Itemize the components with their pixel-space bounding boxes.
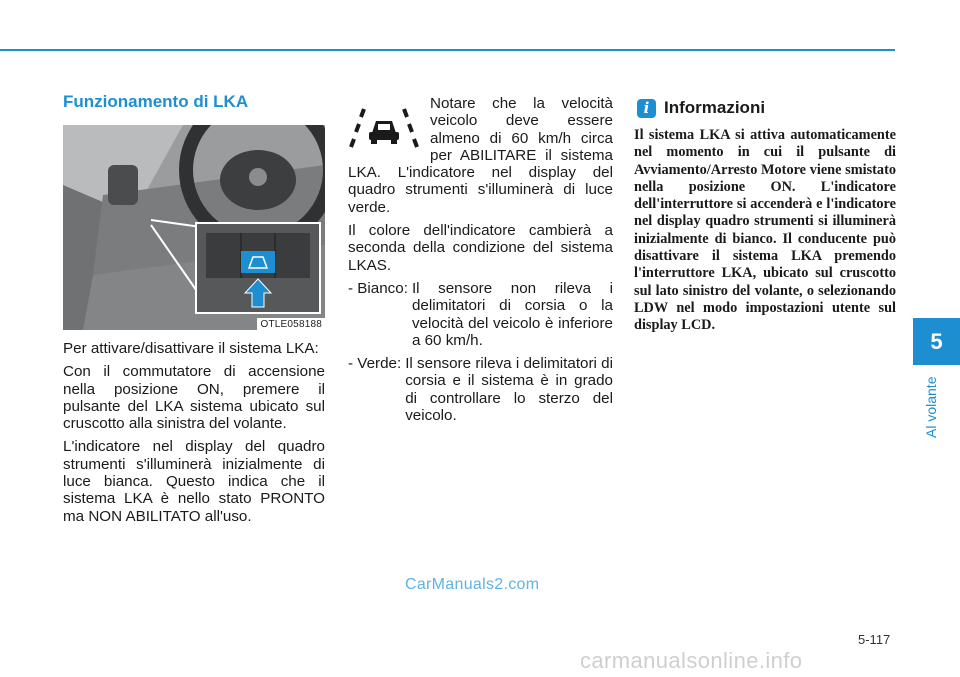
- watermark-top: CarManuals2.com: [405, 576, 540, 593]
- header-rule: [0, 49, 895, 51]
- list-item-label: - Verde:: [348, 355, 402, 373]
- page-number: 5-117: [858, 632, 891, 647]
- list-item-text: Il sensore non rileva i delimitatori di corsia o la velocità del veicolo è inferiore a 60 km/h.: [411, 279, 613, 349]
- paragraph: L'indicatore nel display del quadro strumenti s'illuminerà inizialmente di luce bianca. Questo indica che il sistema LKA è nello stato PRONTO ma NON ABILITATO all'uso.: [63, 438, 325, 525]
- paragraph: Con il commutatore di accensione nella posizione ON, premere il pulsante del LKA sistema ubicato sul cruscotto alla sinistra del volante.: [63, 363, 325, 433]
- column-2: [348, 95, 613, 430]
- paragraph: Notare che la velocità veicolo deve essere almeno di 60 km/h circa per ABILITARE il sistema LKA. L'indicatore nel display del quadro strumenti s'illuminerà di luce verde.: [348, 95, 613, 216]
- chapter-title: Al volante: [923, 376, 939, 438]
- list-item: [348, 355, 613, 424]
- info-icon: i: [637, 99, 656, 118]
- list-item: [348, 280, 613, 349]
- lka-indicator-icon: [348, 97, 420, 153]
- info-header: [637, 98, 765, 118]
- list-item-label: - Bianco:: [348, 279, 408, 297]
- paragraph: Per attivare/disattivare il sistema LKA:: [63, 340, 319, 357]
- info-body: Il sistema LKA si attiva automaticamente nel momento in cui il pulsante di Avviamento/Arresto Motore viene smistato nella posizione ON. L'indicatore dell'interruttore si accenderà e l'indicatore nel display quadro strumenti si illuminerà inizialmente di bianco. Il conducente può disattivare il sistema LKA premendo l'interruttore LKA, ubicato sul cruscotto sul lato sinistro del volante, o selezionando LDW nel modo impostazioni utente sul display LCD.: [634, 127, 896, 334]
- column-1: [63, 340, 325, 531]
- list-item-text: Il sensore rileva i delimitatori di corsia e il sistema è in grado di controllare lo sterzo del veicolo.: [405, 355, 613, 425]
- info-title: Informazioni: [664, 98, 766, 117]
- lka-switch-photo: [63, 125, 325, 330]
- watermark-bottom: carmanualsonline.info: [580, 648, 803, 673]
- chapter-number-tab: 5: [913, 318, 960, 365]
- section-title: Funzionamento di LKA: [63, 92, 249, 111]
- figure-code: OTLE058188: [257, 318, 326, 330]
- paragraph: Il colore dell'indicatore cambierà a seconda della condizione del sistema LKAS.: [348, 222, 613, 274]
